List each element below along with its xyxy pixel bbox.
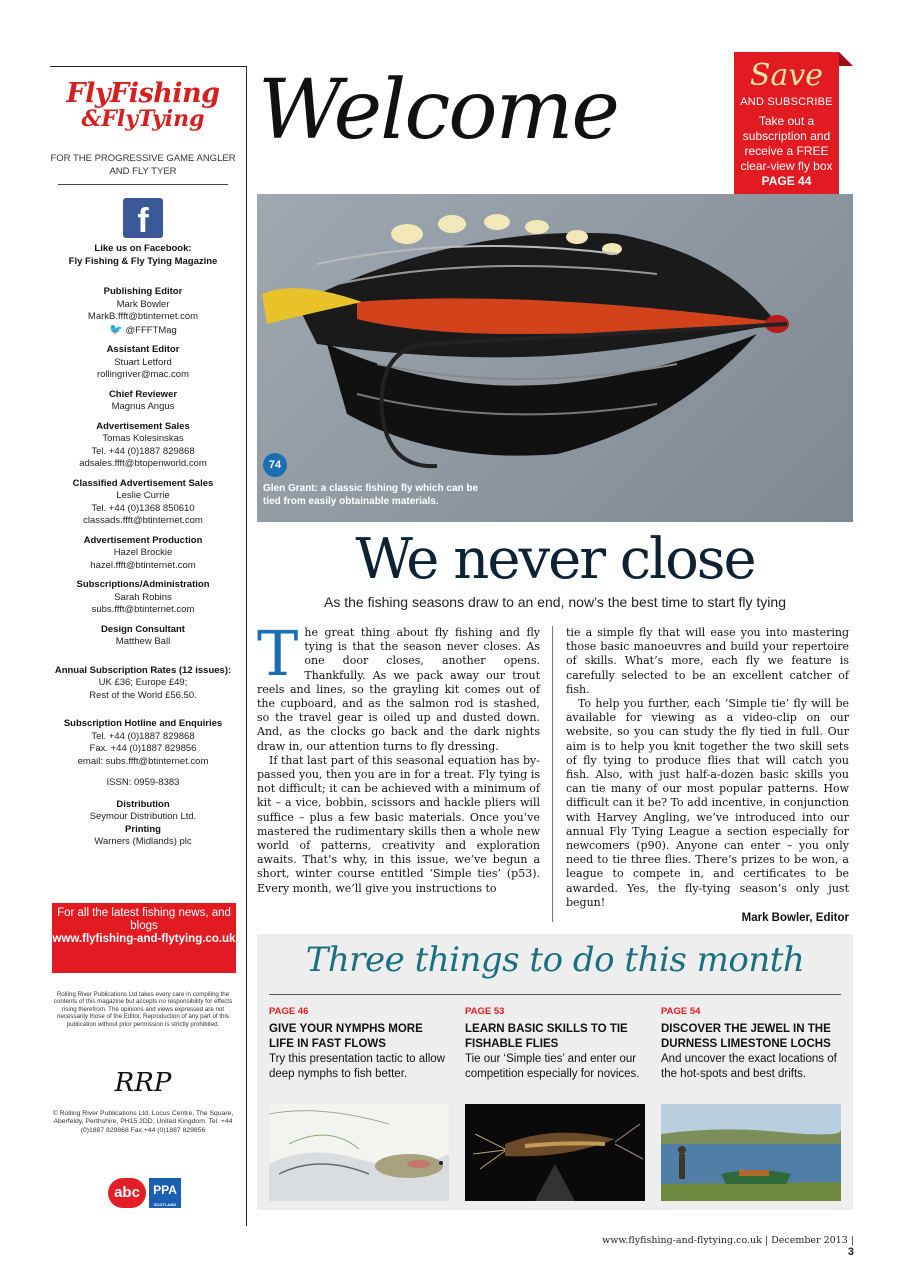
welcome-heading: Welcome xyxy=(258,63,618,158)
printing-name: Warners (Midlands) plc xyxy=(94,836,192,847)
ad-sales-email[interactable]: adsales.ffft@btopenworld.com xyxy=(79,458,207,469)
item-page: PAGE 46 xyxy=(269,1006,309,1017)
three-things-title: Three things to do this month xyxy=(305,940,805,980)
assistant-editor-label: Assistant Editor xyxy=(106,344,180,355)
masthead xyxy=(50,286,236,849)
rolling-river-logo xyxy=(108,1064,178,1100)
item-title: LEARN BASIC SKILLS TO TIE FISHABLE FLIES xyxy=(465,1023,628,1050)
save-subtitle: AND SUBSCRIBE xyxy=(740,96,833,108)
article-paragraph-1 xyxy=(257,617,540,754)
copyright: © Rolling River Publications Ltd, Locus Centre, The Square, Aberfeldy, Perthshire, PH15 2DD, United Kingdom. Tel. +44 (0)1887 829868 Fax +44 (0)1887 829856 xyxy=(52,1110,234,1134)
distribution-name: Seymour Distribution Ltd. xyxy=(89,811,197,822)
three-things-box xyxy=(257,934,853,1210)
printing-label: Printing xyxy=(125,823,161,835)
item-description: And uncover the exact locations of the hot-spots and best drifts. xyxy=(661,1053,837,1080)
magazine-logo[interactable] xyxy=(50,80,236,130)
column-divider xyxy=(552,626,553,922)
item-page: PAGE 53 xyxy=(465,1006,505,1017)
ppa-badge-sub: SCOTLAND xyxy=(153,1202,177,1207)
chief-reviewer-name: Magnus Angus xyxy=(111,401,175,412)
publishing-editor-email[interactable]: MarkB.ffft@btinternet.com xyxy=(87,311,199,322)
save-page: PAGE 44 xyxy=(761,174,812,188)
assistant-editor-email[interactable]: rollingriver@mac.com xyxy=(97,369,189,380)
article-paragraph-3: tie a simple fly that will ease you into mastering those basic manoeuvres and build your repertoire of skills. What’s more, each fly we feature is carefully selected to be an excellent catcher of fish. xyxy=(566,626,849,696)
save-title: Save xyxy=(749,58,824,93)
twitter-text: @FFFTMag xyxy=(125,324,177,336)
hero-caption: Glen Grant: a classic fishing fly which can be tied from easily obtainable materials. xyxy=(263,483,479,507)
ad-sales-tel: Tel. +44 (0)1887 829868 xyxy=(91,445,195,457)
ad-sales-label: Advertisement Sales xyxy=(96,420,190,432)
three-things-item[interactable] xyxy=(465,1006,645,1082)
item-page: PAGE 54 xyxy=(661,1006,701,1017)
subs-email[interactable]: subs.ffft@btinternet.com xyxy=(91,604,195,615)
fly-tie-thumbnail[interactable] xyxy=(465,1104,645,1201)
logo-line-1: FlyFishing xyxy=(66,78,220,109)
article-standfirst: As the fishing seasons draw to an end, now’s the best time to start fly tying xyxy=(324,594,786,610)
rr-logo-text: RRP xyxy=(114,1068,172,1098)
hotline-email[interactable]: email: subs.ffft@btinternet.com xyxy=(77,755,209,767)
top-rule xyxy=(50,66,246,67)
sidebar-divider xyxy=(246,66,247,1226)
rates-label: Annual Subscription Rates (12 issues): xyxy=(54,664,232,676)
hotline-tel: Tel. +44 (0)1887 829868 xyxy=(91,730,195,742)
ppa-badge xyxy=(149,1178,181,1208)
item-description: Try this presentation tactic to allow deep nymphs to fish better. xyxy=(269,1053,445,1080)
hotline-label: Subscription Hotline and Enquiries xyxy=(63,718,223,729)
footer-url-date[interactable]: www.flyfishing-and-flytying.co.uk | December 2013 | xyxy=(602,1235,854,1246)
design-name: Matthew Ball xyxy=(115,636,171,647)
production-email[interactable]: hazel.ffft@btinternet.com xyxy=(90,559,196,571)
assistant-editor-name: Stuart Letford xyxy=(114,356,172,368)
ppa-badge-text: PPA xyxy=(153,1183,177,1197)
three-things-rule xyxy=(269,994,841,995)
abc-badge: abc xyxy=(108,1178,146,1208)
article-paragraph-2: If that last part of this seasonal equation has by-passed you, then you are in for a treat. Fly tying is not difficult; it can be achieved with a minimum of kit – a vice, bobbin, scissors and hackle pliers will suffice – plus a few basic materials. Once you’ve mastered the rudimentary skills then a whole new world of patterns, creativity and exploration awaits. That’s why, in this issue, we’ve begun a short, winter course entitled ‘Simple ties’ (p53). Every month, we’ll give you instructions to xyxy=(257,753,540,895)
hero-page-badge[interactable]: 74 xyxy=(263,453,287,477)
item-title: GIVE YOUR NYMPHS MORE LIFE IN FAST FLOWS xyxy=(269,1023,423,1050)
subs-label: Subscriptions/Administration xyxy=(76,579,210,590)
facebook-line-1: Like us on Facebook: xyxy=(94,243,192,254)
article-column-1 xyxy=(257,617,540,896)
tagline: FOR THE PROGRESSIVE GAME ANGLER AND FLY TYER xyxy=(50,153,236,177)
disclaimer: Rolling River Publications Ltd takes every care in compiling the contents of this magazine but accepts no responsibility for effects rising therefrom. The opinions and views expressed are not necessarily those of the Editor. Reproduction of any part of this publication without prior permission is strictly prohibited. xyxy=(53,991,233,1028)
chief-reviewer-label: Chief Reviewer xyxy=(108,388,178,400)
twitter-icon: 🐦 xyxy=(109,323,123,336)
three-things-item[interactable] xyxy=(269,1006,449,1082)
save-body: Take out a subscription and receive a FREE clear-view fly box xyxy=(740,114,833,173)
classified-email[interactable]: classads.ffft@btinternet.com xyxy=(83,515,203,526)
promo-text: For all the latest fishing news, and blogs xyxy=(57,907,231,932)
subs-name: Sarah Robins xyxy=(114,591,172,603)
article-headline: We never close xyxy=(355,527,755,592)
twitter-handle[interactable] xyxy=(50,324,236,338)
ad-sales-name: Tomas Kolesinskas xyxy=(102,433,184,444)
publishing-editor-name: Mark Bowler xyxy=(116,298,170,310)
item-description: Tie our ‘Simple ties’ and enter our competition especially for novices. xyxy=(465,1053,640,1080)
production-name: Hazel Brockie xyxy=(113,547,173,558)
facebook-line-2: Fly Fishing & Fly Tying Magazine xyxy=(68,256,218,267)
promo-url[interactable]: www.flyfishing-and-flytying.co.uk xyxy=(52,933,236,945)
facebook-text xyxy=(50,242,236,268)
article-paragraph-4: To help you further, each ‘Simple tie’ fly will be available for viewing as a video-clip on our website, so you can study the fly tied in full. Our aim is to help you knit together the two skill sets of fly tying to produce flies that will catch you fish. Also, with just half-a-dozen basic skills you can tie many of our most popular patterns. How difficult can it be? To add incentive, in conjunction with Harvey Angling, we’ve introduced into our annual Fly Tying League a section especially for newcomers (p90). Anyone can enter – you only need to tie three flies. There’s prizes to be won, a league to compete in, and certificates to be awarded. Yes, the fly-tying season’s only just begun! xyxy=(566,697,849,909)
logo-line-2: &FlyTying xyxy=(81,106,205,132)
rates-line-1: UK £36; Europe £49; xyxy=(98,677,188,688)
distribution-label: Distribution xyxy=(116,798,170,810)
salmon-fly-illustration xyxy=(257,194,853,522)
article-column-2 xyxy=(566,626,849,925)
rates-line-2: Rest of the World £56.50. xyxy=(89,689,197,701)
publishing-editor-label: Publishing Editor xyxy=(103,286,183,297)
page-footer xyxy=(598,1235,854,1258)
loch-boat-thumbnail[interactable] xyxy=(661,1104,841,1201)
production-label: Advertisement Production xyxy=(83,534,203,546)
facebook-icon[interactable]: f xyxy=(123,198,163,238)
classified-name: Leslie Currie xyxy=(116,490,170,501)
design-label: Design Consultant xyxy=(101,623,185,635)
website-promo[interactable] xyxy=(52,903,236,973)
classified-tel: Tel. +44 (0)1368 850610 xyxy=(91,502,195,514)
tagline-rule xyxy=(58,184,228,185)
paragraph-1-text: he great thing about fly fishing and fly tying is that the season never closes. As one door closes, another opens. Thankfully. As we pack away our trout reels and lines, so the grayling kit comes out of the cupboard, and as the salmon rod is stashed, so the travel gear is oiled up and dusted down. And, as the clocks go back and the dark nights draw in, our attention turns to fly dressing. xyxy=(257,626,540,753)
hotline-fax: Fax. +44 (0)1887 829856 xyxy=(89,743,197,754)
three-things-item[interactable] xyxy=(661,1006,841,1082)
nymph-river-thumbnail[interactable] xyxy=(269,1104,449,1201)
issn: ISSN: 0959-8383 xyxy=(106,777,180,788)
classified-label: Classified Advertisement Sales xyxy=(72,477,214,489)
item-title: DISCOVER THE JEWEL IN THE DURNESS LIMESTONE LOCHS xyxy=(661,1023,831,1050)
article-signature: Mark Bowler, Editor xyxy=(741,912,849,925)
drop-cap: T xyxy=(257,617,299,690)
membership-badges xyxy=(108,1178,188,1214)
hero-fly-image xyxy=(257,194,853,522)
page-number: 3 xyxy=(847,1246,854,1258)
